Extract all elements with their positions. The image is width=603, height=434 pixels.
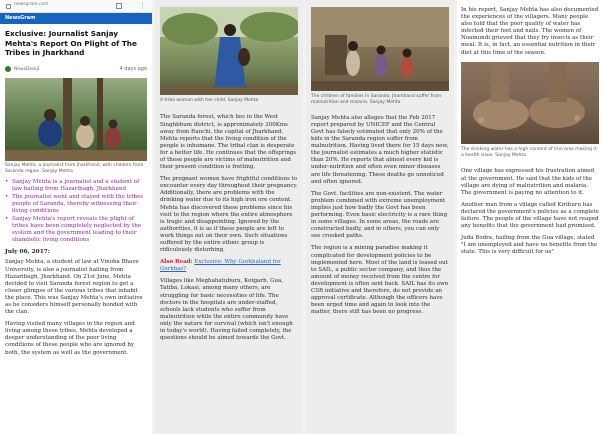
photo-scene	[5, 78, 147, 161]
highlights-list	[5, 179, 147, 245]
article-time: 4 days ago	[119, 65, 147, 72]
photo-caption: The children of families in Saranda, Jharkhand suffer from malnutrition and malaria. Sanjay Mehta	[311, 94, 442, 106]
article-source[interactable]: NewsDesk2	[14, 66, 40, 72]
paragraph: Having visited many villages in the region and living among these tribes, Mehta developed a deeper understanding of the poor living conditions of these people who are ignored by both, the system as well as the government.	[5, 321, 135, 356]
article-body-col1	[5, 259, 147, 356]
article-body-col2	[160, 114, 298, 342]
photo-drinking-water-feet	[461, 62, 599, 144]
photo-journalist-with-children	[5, 78, 147, 161]
browser-url[interactable]: newsgram.com	[14, 2, 49, 7]
article-dateline: July 06, 2017:	[5, 249, 50, 256]
highlight-item: • Sanjay Mehta's report reveals the plight of tribes have been completely neglected by the system and the government leading to their shambolic living conditions	[5, 216, 147, 245]
paragraph: Juda Bodra, hailing from the Gua village, stated "I am unemployed and have no benefits from the state. This is very difficult for us"	[461, 235, 598, 256]
also-read-link[interactable]: Exclusive: Why Gorkhaland for Gorkhas?	[160, 259, 281, 273]
photo-caption: Sanjay Mehta, a journalist from Jharkhand, with children from Saranda region. Sanjay Mehta	[5, 162, 144, 175]
share-icon[interactable]	[116, 3, 122, 9]
paragraph: Sanjay Mehta also alleges that the Feb 2017 report prepared by UNICEF and the Central Govt has falsely estimated that only 20% of the kids in the Saranda region suffer from malnutrition. Having lived there for 15 days now, the journalist estimates a much higher statistic than 20%. He reports that almost every kid is under-nutrition and often even minor diseases are life threatening. These deaths go unnoticed and often ignored.	[311, 114, 449, 185]
article-body-col4	[461, 7, 599, 57]
highlight-item: • The journalist went and stayed with the tribes people of Saranda, thereby witnessing their living conditions	[5, 194, 147, 216]
lock-icon	[6, 4, 11, 9]
paragraph: In his report, Sanjay Mehta has also documented the experiences of the villagers. Many people also told that the poor quality of water has infected their feet and nails. The women of Noamundi grieved that they fry insects as their meal. It is, in fact, an essential nutrition in their diet at this time of the season.	[461, 7, 599, 56]
paragraph: Sanjay Mehta, a student of law at Vinoba Bhave University, is also a journalist hailing from Hazaribagh, Jharkhand. On 21st June, Mehta decided to visit Saranda forest region to get a closer glimpse of the various tribes that inhabit the place. This was Sanjay Mehta's own initiative as he considers himself personally bonded with the clan.	[5, 259, 143, 316]
paragraph: The Govt. facilities are non-existent. The water problem combined with extreme unemployment implies just how badly the Govt has been performing. Even basic electricity is a rare thing in some villages. In some areas, the roads are constructed badly, and in others, you can only see crooked paths.	[311, 190, 448, 240]
photo-scene	[311, 7, 449, 91]
photo-tribe-woman-with-child	[160, 7, 298, 95]
browser-url-bar[interactable]	[0, 0, 152, 13]
kebab-menu-icon[interactable]: ⋮	[139, 2, 146, 10]
article-body-col3	[311, 115, 449, 317]
photo-scene	[461, 62, 599, 144]
article-column-1	[0, 0, 152, 434]
photo-children-saranda	[311, 7, 449, 91]
paragraph: Villages like Meghahatuburu, Kotgarh, Gua, Tatiba, Lokasi, among many others, are struggling for basic necessities of life. The doctors in the hospitals are under-staffed, schools lack students who suffer from malnutrition while the entire community have only the nature for survival (which isn't enough in today's world). Having failed completely, the questions should be aimed towards the Govt.	[160, 278, 293, 342]
article-meta	[5, 62, 147, 78]
paragraph: The Saranda forest, which lies in the West Singhbhum district, is approximately 200Kms away from Ranchi, the capital of Jharkhand. Mehta reports that the living condition of the people is inhumane. The tribal clan is desperate for a better life. He continues that the offsprings of these people are victims of malnutrition and their present condition is fretting.	[160, 114, 297, 171]
article-column-4	[457, 0, 603, 434]
paragraph: Another man from a village called Kiriburu has declared the government's policies as a complete failure. The people of the village have not reaped any benefits that the government had promised.	[461, 201, 599, 230]
paragraph: One village has expressed his frustration aimed at the government. He said that the kids of the village are dying of malnutrition and malaria. The government is paying no attention to it.	[461, 168, 595, 196]
article-title: Exclusive: Journalist Sanjay Mehta's Report On Plight of The Tribes in Jharkhand	[5, 29, 137, 58]
site-logo[interactable]: NewsGram	[5, 15, 36, 21]
author-avatar	[5, 66, 11, 72]
article-column-2	[155, 0, 303, 434]
photo-scene	[160, 7, 298, 95]
article-column-3	[306, 0, 454, 434]
article-body-col4-after	[461, 168, 599, 256]
photo-caption: A tribe woman with her child. Sanjay Mehta	[160, 98, 259, 103]
paragraph: The region is a mining paradise making it complicated for development policies to be implemented here. Most of the land is leased out to SAIL, a public sector company, and thus the amount of money received from the centre for development is often sent back. SAIL has its own CSR initiative and therefore, do not provide an approval certificate. Although the officers have been urged time and again to look into the matter, there still has been no progress.	[311, 245, 449, 316]
highlight-item: • Sanjay Mehta is a journalist and a student of law hailing from Hazaribagh, Jharkhand	[5, 179, 147, 193]
also-read-label: Also Read:	[160, 259, 193, 266]
site-header	[0, 13, 152, 24]
also-read	[160, 259, 298, 273]
photo-caption: The drinking water has a high content of Iron ores making it a health issue. Sanjay Mehta	[461, 146, 597, 159]
paragraph: The pregnant women have frightful conditions to encounter every day throughout their pregnancy. Additionally, there are problems with the drinking water due to its high iron ore content. Mehta has discovered these problems since his visit to the region where the entire atmosphere is tragic and disappointing. Ignored by the authorities, it is as if these people are left to work things out on their own. Such situations suffered by the entire ethnic group is ridiculously disturbing.	[160, 176, 298, 254]
